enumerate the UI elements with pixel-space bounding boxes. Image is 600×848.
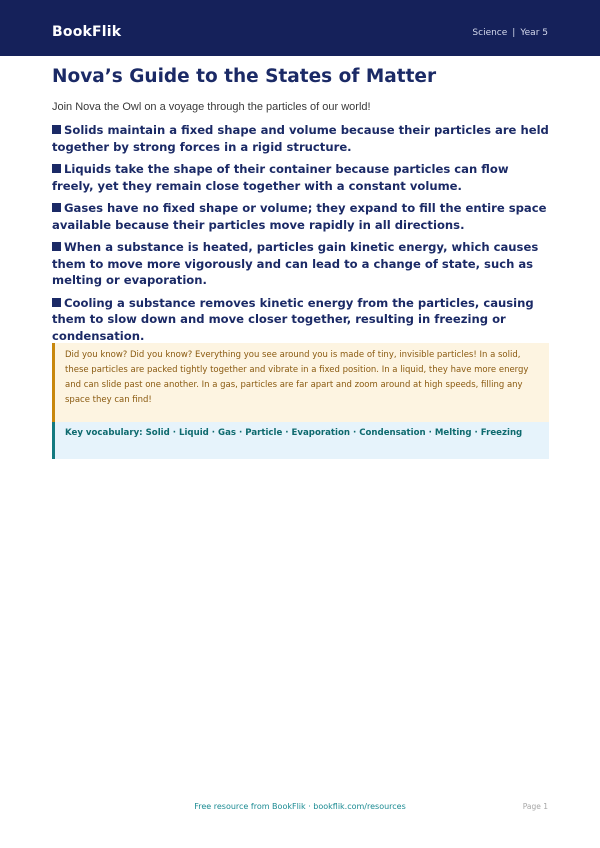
page-number: Page 1 (522, 802, 548, 811)
key-vocabulary-box (52, 422, 549, 459)
header-meta (472, 27, 548, 39)
square-bullet-icon (52, 164, 61, 173)
key-point (52, 161, 552, 194)
key-point (52, 200, 552, 233)
page-title: Nova’s Guide to the States of Matter (52, 66, 437, 87)
intro-text: Join Nova the Owl on a voyage through the particles of our world! (52, 101, 371, 113)
key-point-text: Gases have no fixed shape or volume; they expand to fill the entire space available because their particles move rapidly in all directions. (52, 201, 547, 232)
square-bullet-icon (52, 298, 61, 307)
footer-link[interactable]: Free resource from BookFlik · bookflik.com/resources (194, 802, 406, 811)
subject-label: Science (472, 28, 508, 38)
year-label: Year 5 (520, 28, 548, 38)
header-bar (0, 0, 600, 56)
square-bullet-icon (52, 125, 61, 134)
key-point (52, 122, 552, 155)
key-point (52, 239, 552, 289)
key-point (52, 295, 552, 345)
vocabulary-text: Key vocabulary: Solid · Liquid · Gas · Particle · Evaporation · Condensation · Melting · Freezing (65, 428, 523, 438)
callout-text: Did you know? Did you know? Everything you see around you is made of tiny, invisible particles! In a solid, these particles are packed tightly together and vibrate in a fixed position. In a liquid, they have more energy and can slide past one another. In a gas, particles are far apart and zoom around at high speeds, filling any space they can find! (65, 350, 529, 405)
brand-logo-text[interactable]: BookFlik (52, 24, 122, 40)
square-bullet-icon (52, 203, 61, 212)
key-point-text: Solids maintain a fixed shape and volume because their particles are held together by strong forces in a rigid structure. (52, 123, 549, 154)
key-point-text: When a substance is heated, particles gain kinetic energy, which causes them to move more vigorously and can lead to a change of state, such as melting or evaporation. (52, 240, 539, 287)
did-you-know-callout (52, 343, 549, 422)
square-bullet-icon (52, 242, 61, 251)
meta-separator: | (512, 28, 516, 38)
key-points-list (52, 122, 552, 350)
key-point-text: Cooling a substance removes kinetic energy from the particles, causing them to slow down and move closer together, resulting in freezing or condensation. (52, 295, 534, 343)
key-point-text: Liquids take the shape of their container because particles can flow freely, yet they remain close together with a constant volume. (52, 162, 509, 193)
